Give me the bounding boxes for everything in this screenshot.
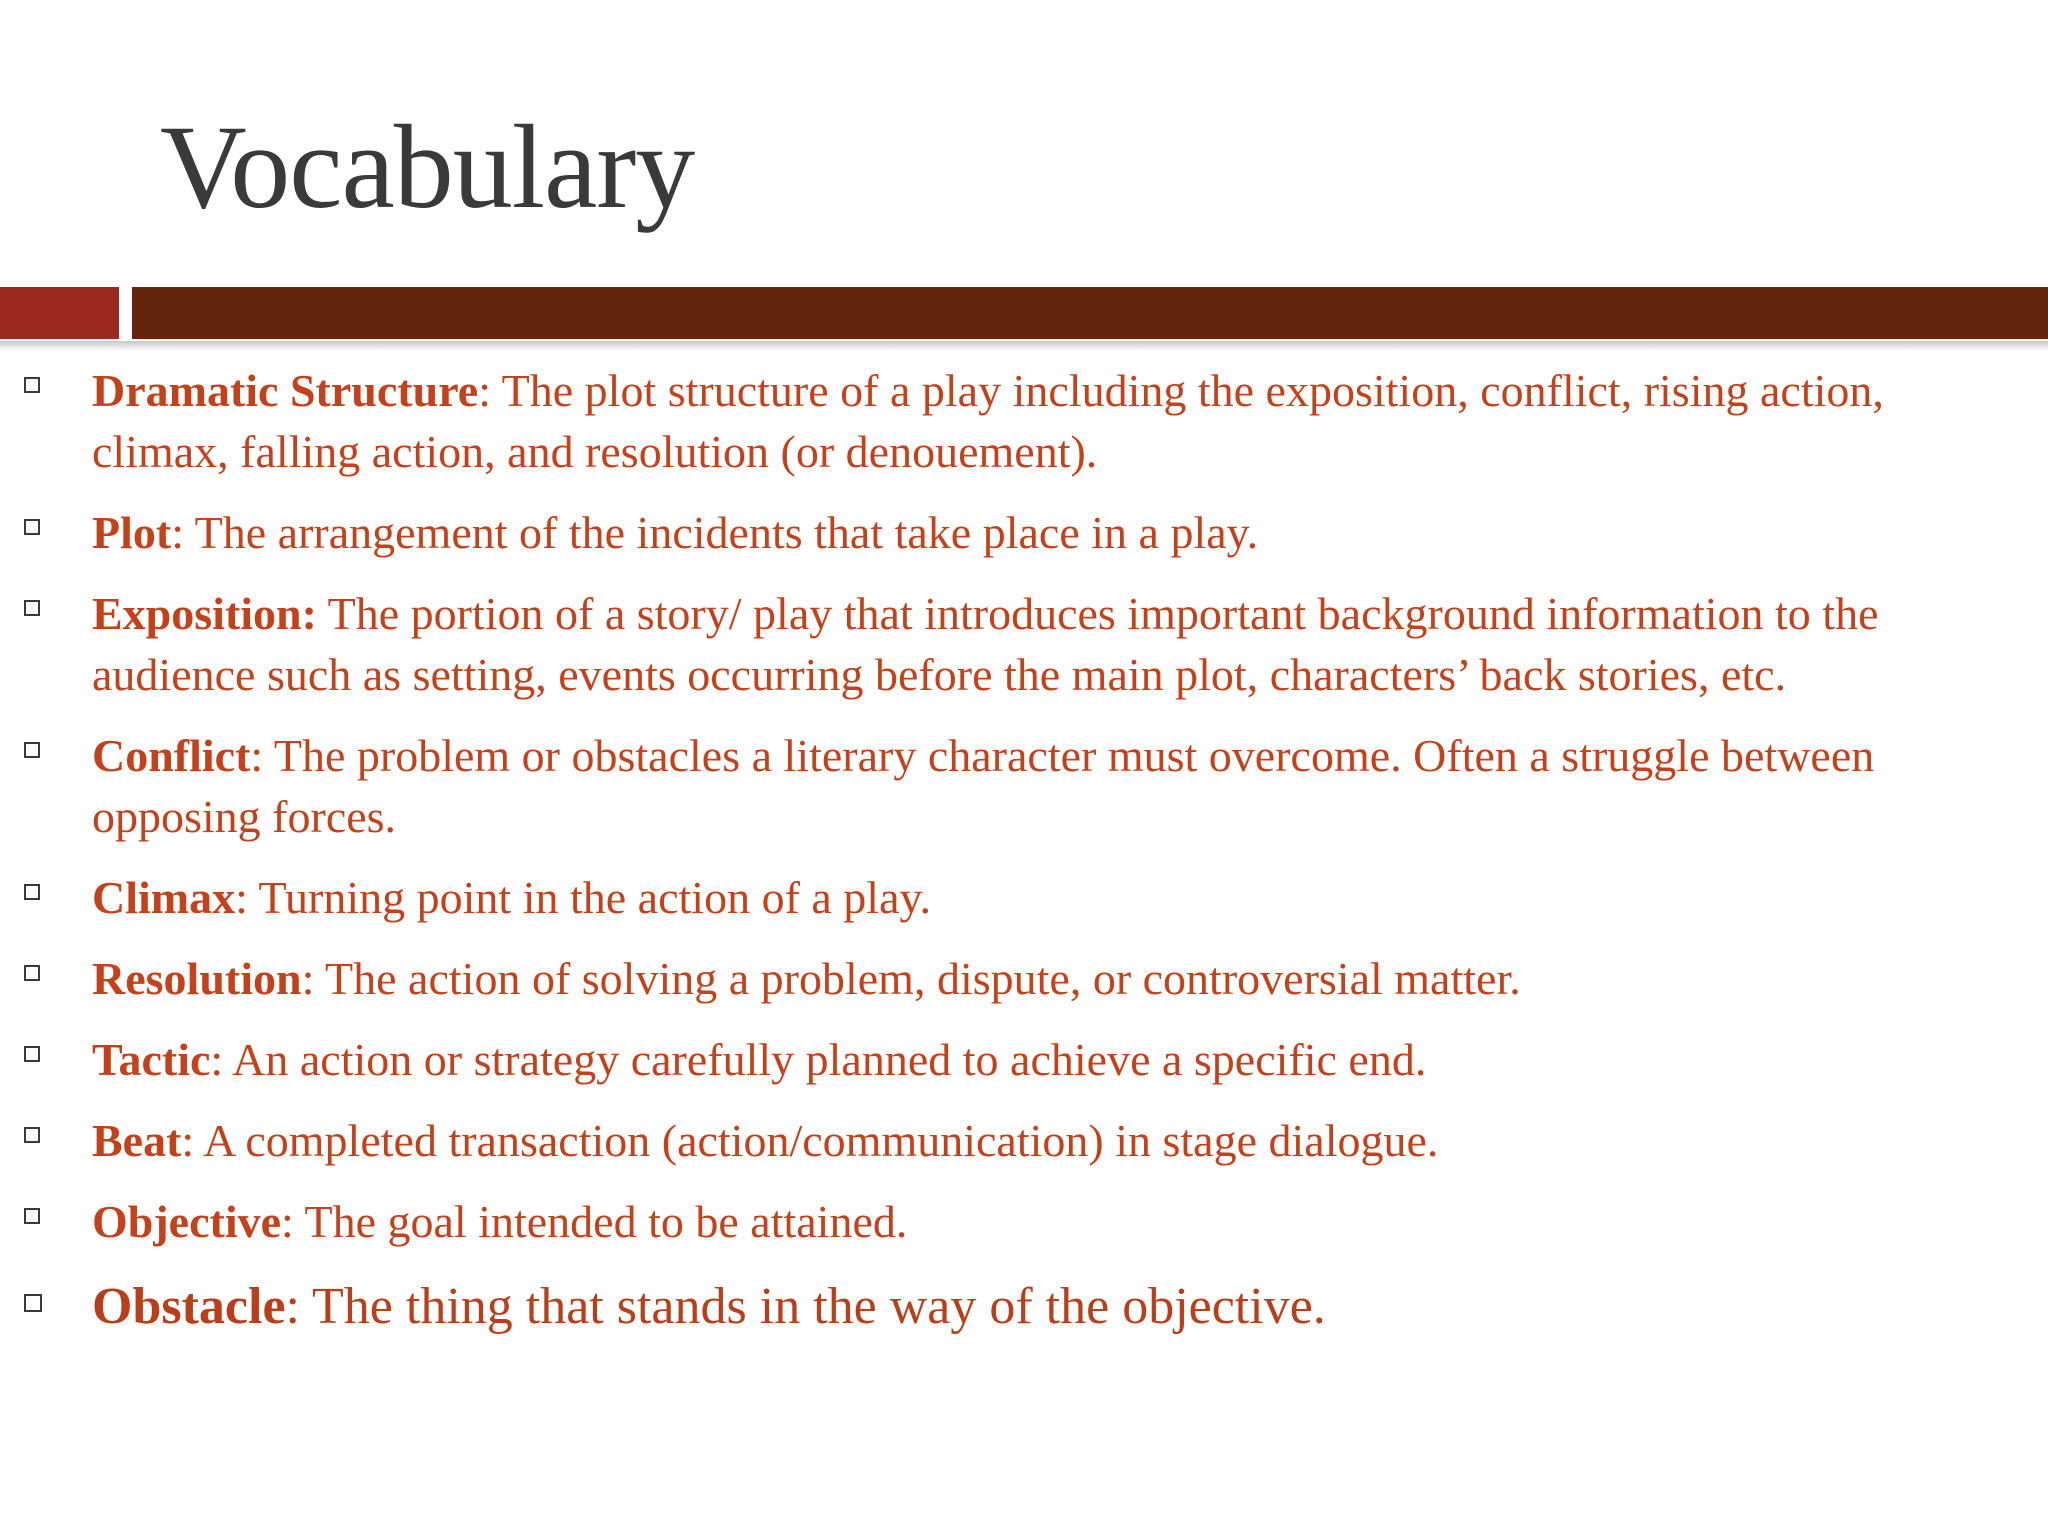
accent-bar-shadow [0, 341, 2048, 351]
term-label: Obstacle [92, 1278, 286, 1335]
square-bullet-icon [24, 1127, 40, 1143]
square-bullet-icon [24, 1208, 40, 1224]
vocabulary-list [0, 360, 2048, 1342]
list-item-beat [0, 1110, 2048, 1171]
list-item-exposition [0, 583, 2048, 705]
term-definition: : The thing that stands in the way of the objective. [285, 1278, 1326, 1335]
list-item-dramatic-structure [0, 360, 2048, 482]
list-item-obstacle [0, 1272, 2048, 1342]
slide-body [0, 360, 2048, 1362]
term-definition: : A completed transaction (action/communication) in stage dialogue. [181, 1115, 1439, 1166]
term-definition: : The arrangement of the incidents that take place in a play. [171, 507, 1259, 558]
term-definition: : The plot structure of a play including the exposition, conflict, rising action, climax, falling action, and resolution (or denouement). [92, 365, 1884, 477]
square-bullet-icon [24, 600, 40, 616]
accent-bar-left [0, 287, 119, 339]
list-item-objective [0, 1191, 2048, 1252]
term-label: Dramatic Structure [92, 365, 479, 416]
list-item-resolution [0, 948, 2048, 1009]
square-bullet-icon [24, 377, 40, 393]
term-definition: : The goal intended to be attained. [281, 1196, 908, 1247]
term-label: Climax [92, 872, 236, 923]
square-bullet-icon [24, 1046, 40, 1062]
term-label: Exposition: [92, 588, 317, 639]
list-item-climax [0, 867, 2048, 928]
list-item-plot [0, 502, 2048, 563]
term-definition: The portion of a story/ play that introduces important background information to the audience such as setting, events occurring before the main plot, characters’ back stories, etc. [92, 588, 1879, 700]
slide-title: Vocabulary [160, 100, 695, 233]
term-definition: : Turning point in the action of a play. [235, 872, 932, 923]
term-label: Conflict [92, 730, 251, 781]
square-bullet-icon [24, 884, 40, 900]
term-label: Beat [92, 1115, 182, 1166]
square-bullet-icon [24, 519, 40, 535]
term-label: Tactic [92, 1034, 211, 1085]
square-bullet-icon [24, 965, 40, 981]
square-bullet-icon [24, 1294, 42, 1312]
term-label: Plot [92, 507, 172, 558]
term-definition: : The problem or obstacles a literary character must overcome. Often a struggle between opposing forces. [92, 730, 1875, 842]
term-definition: : The action of solving a problem, dispute, or controversial matter. [301, 953, 1521, 1004]
term-label: Resolution [92, 953, 302, 1004]
accent-bar-right [132, 287, 2048, 339]
list-item-conflict [0, 725, 2048, 847]
term-label: Objective [92, 1196, 282, 1247]
term-definition: : An action or strategy carefully planned to achieve a specific end. [210, 1034, 1427, 1085]
square-bullet-icon [24, 742, 40, 758]
list-item-tactic [0, 1029, 2048, 1090]
